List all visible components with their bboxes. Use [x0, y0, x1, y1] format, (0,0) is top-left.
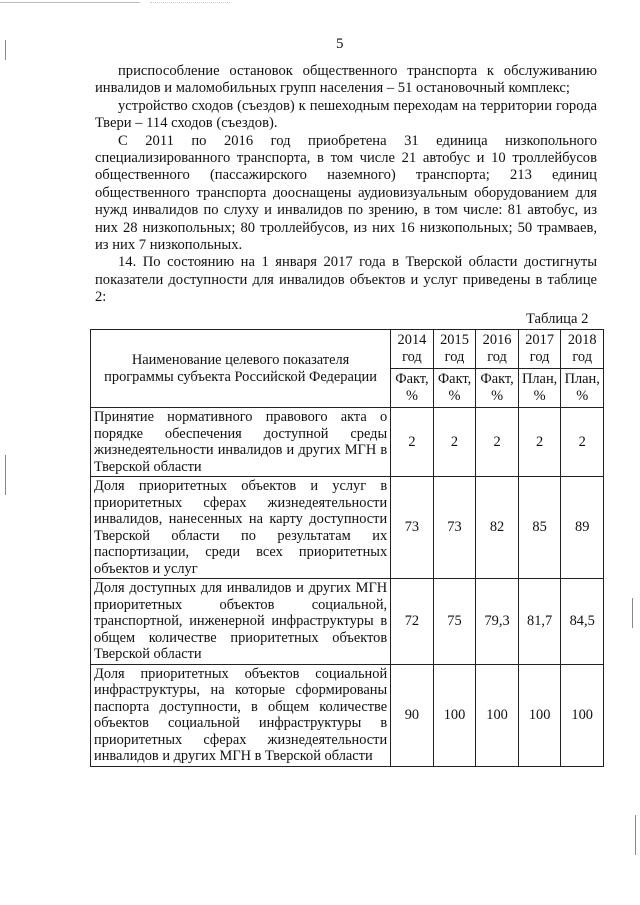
year-header: 2017 год	[518, 330, 561, 369]
table-caption: Таблица 2	[526, 311, 589, 327]
table-header-row	[91, 330, 604, 369]
indicator-value: 79,3	[476, 579, 519, 665]
scan-margin-mark	[5, 40, 6, 60]
indicator-value: 72	[391, 579, 434, 665]
indicator-name-header: Наименование целевого показателя программы субъекта Российской Федерации	[91, 330, 391, 408]
scan-margin-mark	[635, 815, 636, 855]
value-type-header: План, %	[518, 369, 561, 408]
indicator-value: 100	[561, 664, 604, 766]
indicator-value: 2	[518, 408, 561, 477]
indicator-name: Доля приоритетных объектов социальной инфраструктуры, на которые сформированы паспорта доступности, в общем количестве объектов социальной инфраструктуры в приоритетных сферах жизнедеятельности инвалидов и других МГН в Тверской области	[91, 664, 391, 766]
scan-edge-line	[0, 2, 140, 3]
value-type-header: План, %	[561, 369, 604, 408]
year-header: 2018 год	[561, 330, 604, 369]
indicator-value: 100	[476, 664, 519, 766]
year-header: 2014 год	[391, 330, 434, 369]
paragraph: С 2011 по 2016 год приобретена 31 единица низкопольного специализированного транспорта, в том числе 21 автобус и 10 троллейбусов общественного (пассажирского наземного) транспорта; 213 единиц общественного транспорта дооснащены аудиовизуальным оборудованием для нужд инвалидов по слуху и инвалидов по зрению, в том числе: 81 автобус, из них 28 низкопольных; 80 троллейбусов, из них 16 низкопольных; 50 трамваев, из них 7 низкопольных.	[95, 132, 597, 254]
indicator-value: 73	[433, 477, 476, 579]
indicator-value: 90	[391, 664, 434, 766]
scan-edge-line	[150, 2, 230, 3]
indicator-value: 73	[391, 477, 434, 579]
paragraph: устройство сходов (съездов) к пешеходным переходам на территории города Твери – 114 сходов (съездов).	[95, 97, 597, 132]
scan-margin-mark	[632, 598, 633, 628]
paragraph: 14. По состоянию на 1 января 2017 года в Тверской области достигнуты показатели доступности для инвалидов объектов и услуг приведены в таблице 2:	[95, 254, 597, 306]
value-type-header: Факт, %	[433, 369, 476, 408]
year-header: 2016 год	[476, 330, 519, 369]
indicator-value: 84,5	[561, 579, 604, 665]
table-row	[91, 664, 604, 766]
table-row	[91, 408, 604, 477]
paragraph: приспособление остановок общественного транспорта к обслуживанию инвалидов и маломобильных групп населения – 51 остановочный комплекс;	[95, 63, 597, 97]
document-body	[95, 63, 597, 307]
indicator-name: Доля приоритетных объектов и услуг в приоритетных сферах жизнедеятельности инвалидов, нанесенных на карту доступности Тверской области по результатам их паспортизации, среди всех приоритетных объектов и услуг	[91, 477, 391, 579]
table-row	[91, 579, 604, 665]
indicator-value: 2	[433, 408, 476, 477]
indicator-value: 89	[561, 477, 604, 579]
indicator-value: 2	[561, 408, 604, 477]
indicator-value: 81,7	[518, 579, 561, 665]
page-number: 5	[336, 36, 344, 52]
year-header: 2015 год	[433, 330, 476, 369]
indicators-table	[90, 329, 604, 767]
indicator-value: 85	[518, 477, 561, 579]
indicator-value: 75	[433, 579, 476, 665]
indicator-value: 82	[476, 477, 519, 579]
value-type-header: Факт, %	[476, 369, 519, 408]
indicator-value: 100	[433, 664, 476, 766]
indicator-name: Доля доступных для инвалидов и других МГН приоритетных объектов социальной, транспортной, инженерной инфраструктуры в общем количестве приоритетных объектов Тверской области	[91, 579, 391, 665]
table-row	[91, 477, 604, 579]
value-type-header: Факт, %	[391, 369, 434, 408]
scan-margin-mark	[5, 455, 6, 495]
indicator-name: Принятие нормативного правового акта о порядке обеспечения доступной среды жизнедеятельности инвалидов и других МГН в Тверской области	[91, 408, 391, 477]
indicator-value: 100	[518, 664, 561, 766]
indicator-value: 2	[391, 408, 434, 477]
indicator-value: 2	[476, 408, 519, 477]
